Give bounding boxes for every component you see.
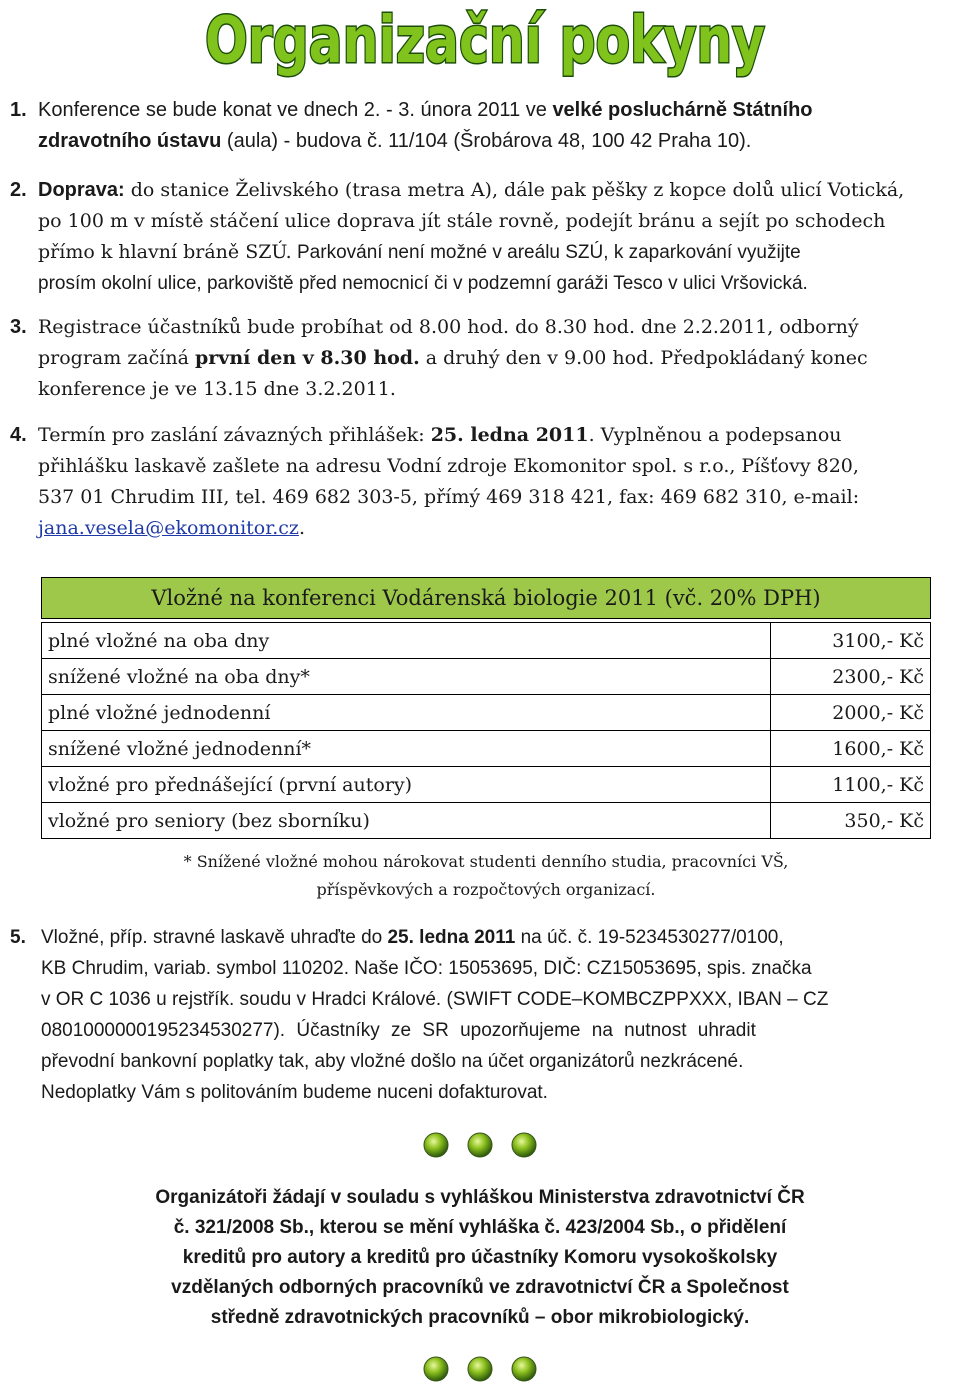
fee-label: plné vložné jednodenní bbox=[42, 695, 771, 731]
fee-price: 350,- Kč bbox=[771, 803, 931, 839]
closing-line-2: č. 321/2008 Sb., kterou se mění vyhláška č. 423/2004 Sb., o přidělení bbox=[173, 1217, 787, 1238]
item-5-line-5: převodní bankovní poplatky tak, aby vložné došlo na účet organizátorů nezkrácené. bbox=[41, 1051, 744, 1072]
fee-label: vložné pro seniory (bez sborníku) bbox=[42, 803, 771, 839]
item-3-line-1: Registrace účastníků bude probíhat od 8.00 hod. do 8.30 hod. dne 2.2.2011, odborný bbox=[38, 316, 859, 338]
fee-note-line-1: * Snížené vložné mohou nárokovat studenti denního studia, pracovníci VŠ, bbox=[183, 852, 789, 871]
fee-label: plné vložné na oba dny bbox=[42, 623, 771, 659]
item-4-line-3: 537 01 Chrudim III, tel. 469 682 303-5, přímý 469 318 421, fax: 469 682 310, e-mail: bbox=[38, 486, 860, 508]
title-text: Organizační pokyny bbox=[205, 4, 765, 78]
item-2-line-3: přímo k hlavní bráně SZÚ. Parkování není možné v areálu SZÚ, k zaparkování využijte bbox=[38, 241, 801, 263]
fee-price: 3100,- Kč bbox=[771, 623, 931, 659]
item-5-line-1: Vložné, příp. stravné laskavě uhraďte do 25. ledna 2011 na úč. č. 19-5234530277/0100, bbox=[41, 927, 784, 948]
fee-price: 2000,- Kč bbox=[771, 695, 931, 731]
fee-price: 1600,- Kč bbox=[771, 731, 931, 767]
closing-line-3: kreditů pro autory a kreditů pro účastníky Komoru vysokoškolsky bbox=[182, 1247, 778, 1268]
green-dot-icon bbox=[512, 1133, 536, 1157]
item-number: 1. bbox=[10, 99, 27, 121]
fee-price: 2300,- Kč bbox=[771, 659, 931, 695]
bullet-divider bbox=[0, 1130, 960, 1160]
fee-label: snížené vložné jednodenní* bbox=[42, 731, 771, 767]
item-number: 3. bbox=[10, 316, 27, 338]
closing-line-5: středně zdravotnických pracovníků – obor mikrobiologický. bbox=[210, 1307, 750, 1328]
item-2-line-2: po 100 m v místě stáčení ulice doprava jít stále rovně, podejít bránu a sejít po schodech bbox=[38, 210, 886, 232]
item-1-line-1: Konference se bude konat ve dnech 2. - 3. února 2011 ve velké posluchárně Státního bbox=[38, 99, 813, 121]
fee-row bbox=[42, 623, 931, 659]
item-4-line-2: přihlášku laskavě zašlete na adresu Vodní zdroje Ekomonitor spol. s r.o., Píšťovy 820, bbox=[38, 455, 859, 477]
green-dot-icon bbox=[424, 1357, 448, 1381]
green-dot-icon bbox=[424, 1133, 448, 1157]
item-number: 5. bbox=[10, 927, 26, 948]
fee-label: snížené vložné na oba dny* bbox=[42, 659, 771, 695]
item-2-line-1: Doprava: do stanice Želivského (trasa metra A), dále pak pěšky z kopce dolů ulicí Votická, bbox=[38, 179, 905, 201]
item-5-line-2: KB Chrudim, variab. symbol 110202. Naše IČO: 15053695, DIČ: CZ15053695, spis. značka bbox=[41, 958, 812, 979]
item-5-line-3: v OR C 1036 u rejstřík. soudu v Hradci Králové. (SWIFT CODE–KOMBCZPPXXX, IBAN – CZ bbox=[41, 989, 829, 1010]
green-dot-icon bbox=[468, 1357, 492, 1381]
page-title bbox=[0, 0, 960, 84]
fee-table-heading: Vložné na konferenci Vodárenská biologie 2011 (vč. 20% DPH) bbox=[41, 577, 931, 619]
fee-note-line-2: příspěvkových a rozpočtových organizací. bbox=[316, 880, 656, 899]
fee-price: 1100,- Kč bbox=[771, 767, 931, 803]
item-1-line-2: zdravotního ústavu (aula) - budova č. 11/104 (Šrobárova 48, 100 42 Praha 10). bbox=[38, 130, 752, 152]
item-3-line-3: konference je ve 13.15 dne 3.2.2011. bbox=[38, 378, 396, 400]
bullet-divider bbox=[0, 1354, 960, 1384]
green-dot-icon bbox=[468, 1133, 492, 1157]
closing-line-1: Organizátoři žádají v souladu s vyhláškou Ministerstva zdravotnictví ČR bbox=[155, 1187, 805, 1208]
item-5-line-6: Nedoplatky Vám s politováním budeme nuceni dofakturovat. bbox=[41, 1082, 548, 1103]
closing-statement bbox=[60, 1183, 900, 1333]
closing-line-4: vzdělaných odborných pracovníků ve zdravotnictví ČR a Společnost bbox=[171, 1277, 789, 1298]
fee-label: vložné pro přednášející (první autory) bbox=[42, 767, 771, 803]
email-link[interactable]: jana.vesela@ekomonitor.cz bbox=[38, 517, 299, 539]
item-3-line-2: program začíná první den v 8.30 hod. a druhý den v 9.00 hod. Předpokládaný konec bbox=[38, 347, 868, 369]
fee-row bbox=[42, 731, 931, 767]
fee-row bbox=[42, 767, 931, 803]
item-4-line-1: Termín pro zaslání závazných přihlášek: 25. ledna 2011. Vyplněnou a podepsanou bbox=[38, 424, 842, 446]
item-5-line-4: 0801000000195234530277). Účastníky ze SR upozorňujeme na nutnost uhradit bbox=[41, 1020, 756, 1041]
item-4-line-4: jana.vesela@ekomonitor.cz. bbox=[38, 517, 305, 539]
fee-note bbox=[41, 848, 931, 904]
item-2-line-4: prosím okolní ulice, parkoviště před nemocnicí či v podzemní garáži Tesco v ulici Vršovická. bbox=[38, 273, 808, 294]
fee-row bbox=[42, 659, 931, 695]
fee-row bbox=[42, 803, 931, 839]
fee-row bbox=[42, 695, 931, 731]
item-number: 4. bbox=[10, 424, 27, 446]
item-number: 2. bbox=[10, 179, 27, 201]
fee-table bbox=[41, 622, 931, 839]
green-dot-icon bbox=[512, 1357, 536, 1381]
